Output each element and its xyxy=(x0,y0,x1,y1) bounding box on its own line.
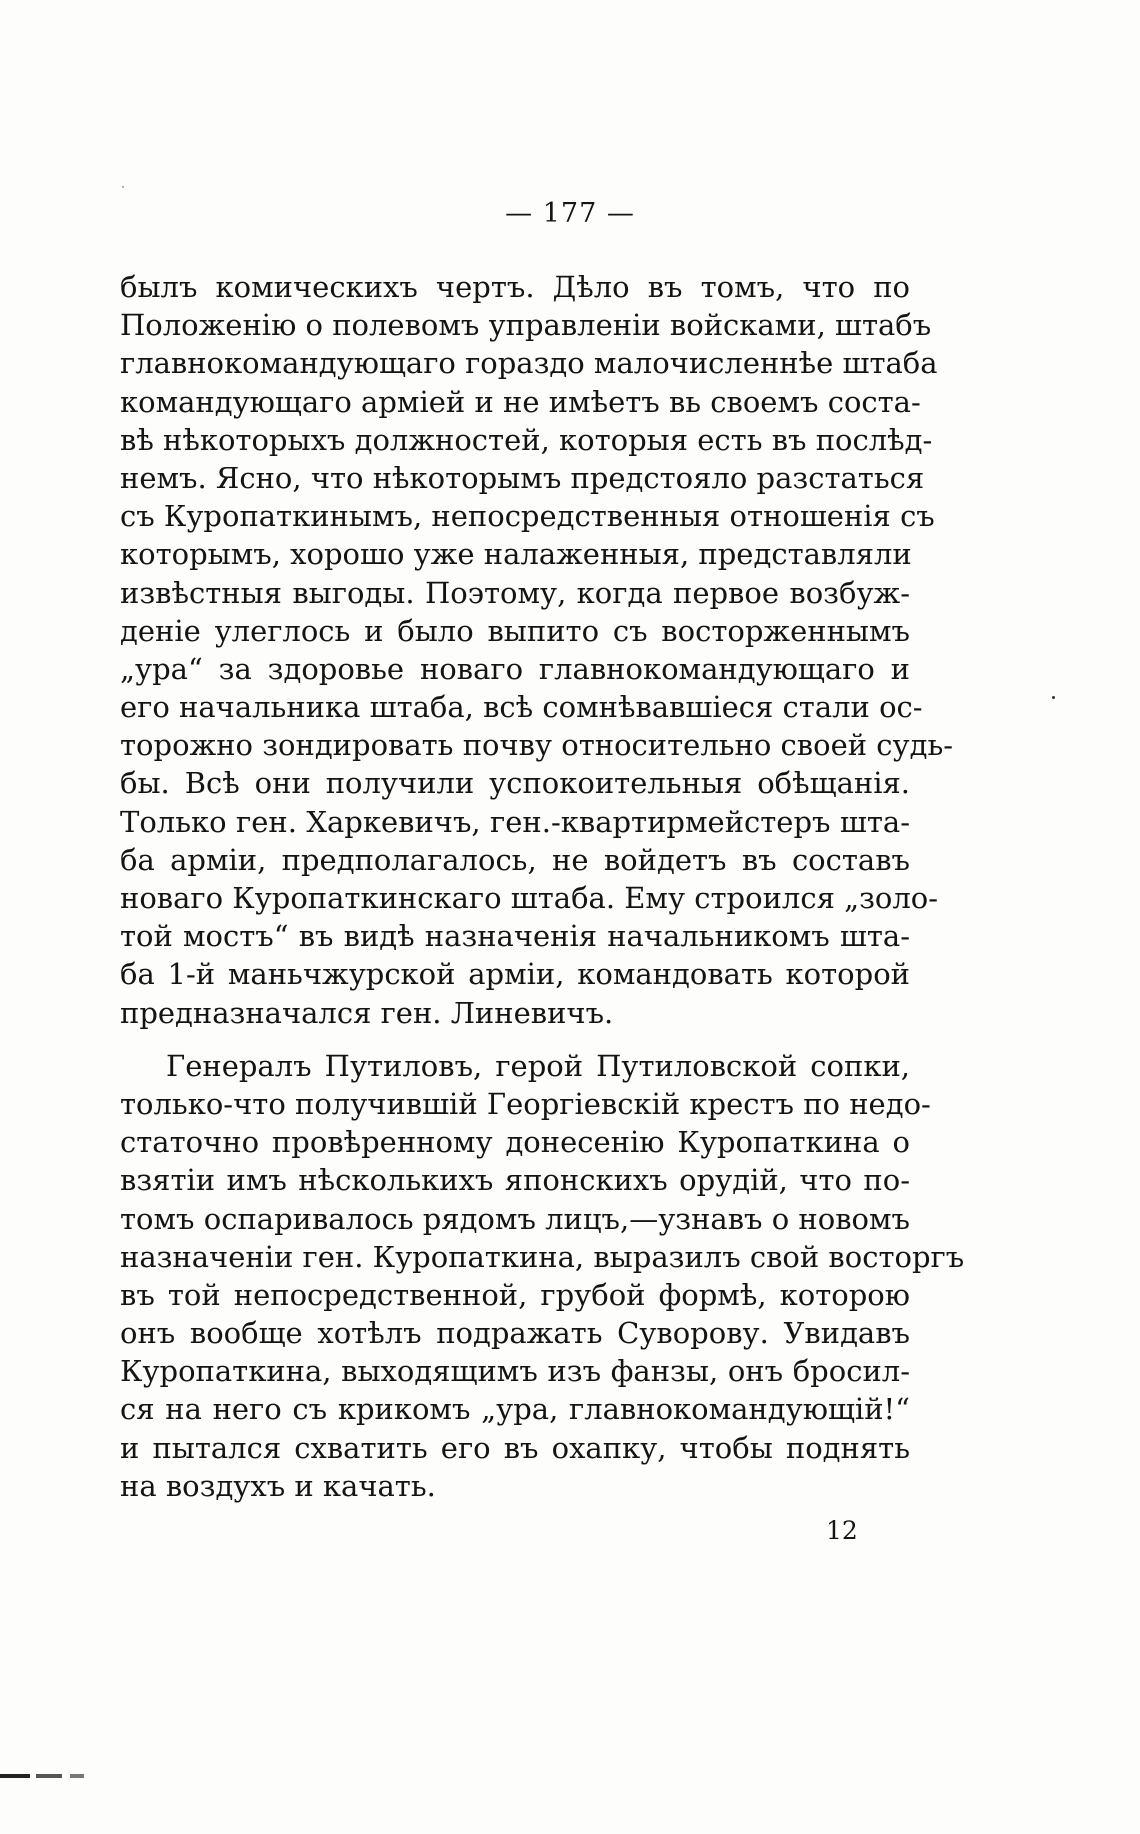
text-line: ба арміи, предполагалось, не войдетъ въ составъ xyxy=(120,842,910,877)
text-line: онъ вообще хотѣлъ подражать Суворову. Увидавъ xyxy=(120,1316,910,1351)
text-line: немъ. Ясно, что нѣкоторымъ предстояло разстаться xyxy=(120,460,925,495)
scan-speck xyxy=(122,186,124,188)
text-line: Только ген. Харкевичъ, ген.-квартирмейстеръ шта- xyxy=(120,804,910,839)
text-line: ся на него съ крикомъ „ура, главнокомандующій!“ xyxy=(120,1392,910,1427)
text-line: предназначался ген. Линевичъ. xyxy=(120,995,614,1030)
text-line: былъ комическихъ чертъ. Дѣло въ томъ, что по xyxy=(120,270,910,304)
text-line: его начальника штаба, всѣ сомнѣвавшіеся стали ос- xyxy=(120,690,923,725)
scan-edge-mark xyxy=(0,1774,90,1778)
text-line: торожно зондировать почву относительно своей судь- xyxy=(120,728,954,763)
text-line: той мостъ“ въ видѣ назначенія начальникомъ шта- xyxy=(120,919,910,954)
text-line: извѣстныя выгоды. Поэтому, когда первое возбуж- xyxy=(120,575,910,610)
text-line: только-что получившій Георгіевскій крестъ по недо- xyxy=(120,1086,931,1121)
text-line: Положенію о полевомъ управленіи войсками, штабъ xyxy=(120,308,932,343)
paragraph-1 xyxy=(120,268,954,1032)
page-number-header: — 177 — xyxy=(505,198,635,229)
text-line: и пытался схватить его въ охапку, чтобы поднять xyxy=(120,1430,910,1465)
signature-mark: 12 xyxy=(826,1516,858,1545)
text-line: Куропаткина, выходящимъ изъ фанзы, онъ бросил- xyxy=(120,1354,910,1389)
text-line: статочно провѣренному донесенію Куропаткина о xyxy=(120,1125,910,1160)
body-text xyxy=(120,268,965,1505)
text-line: ба 1-й маньчжурской арміи, командовать которой xyxy=(120,957,910,992)
text-line: Генералъ Путиловъ, герой Путиловской сопки, xyxy=(166,1048,910,1083)
text-line: которымъ, хорошо уже налаженныя, представляли xyxy=(120,537,912,572)
text-line: деніе улеглось и было выпито съ восторженнымъ xyxy=(120,613,910,648)
text-line: на воздухъ и качать. xyxy=(120,1468,436,1503)
scan-speck xyxy=(1052,696,1055,699)
text-line: назначеніи ген. Куропаткина, выразилъ свой восторгъ xyxy=(120,1239,965,1274)
paragraph-2 xyxy=(120,1047,965,1505)
text-line: съ Куропаткинымъ, непосредственныя отношенія съ xyxy=(120,499,935,534)
text-line: новаго Куропаткинскаго штаба. Ему строился „золо- xyxy=(120,881,939,915)
text-line: въ той непосредственной, грубой формѣ, которою xyxy=(120,1277,910,1312)
text-line: командующаго арміей и не имѣетъ вь своемъ соста- xyxy=(120,384,921,419)
text-line: „ура“ за здоровье новаго главнокомандующаго и xyxy=(120,651,910,686)
text-line: вѣ нѣкоторыхъ должностей, которыя есть въ послѣд- xyxy=(120,422,933,457)
text-line: главнокомандующаго гораздо малочисленнѣе штаба xyxy=(120,346,938,381)
text-line: взятіи имъ нѣсколькихъ японскихъ орудій, что по- xyxy=(120,1163,910,1198)
text-line: бы. Всѣ они получили успокоительныя обѣщанія. xyxy=(120,766,910,801)
text-line: томъ оспаривалось рядомъ лицъ,—узнавъ о новомъ xyxy=(120,1201,910,1236)
